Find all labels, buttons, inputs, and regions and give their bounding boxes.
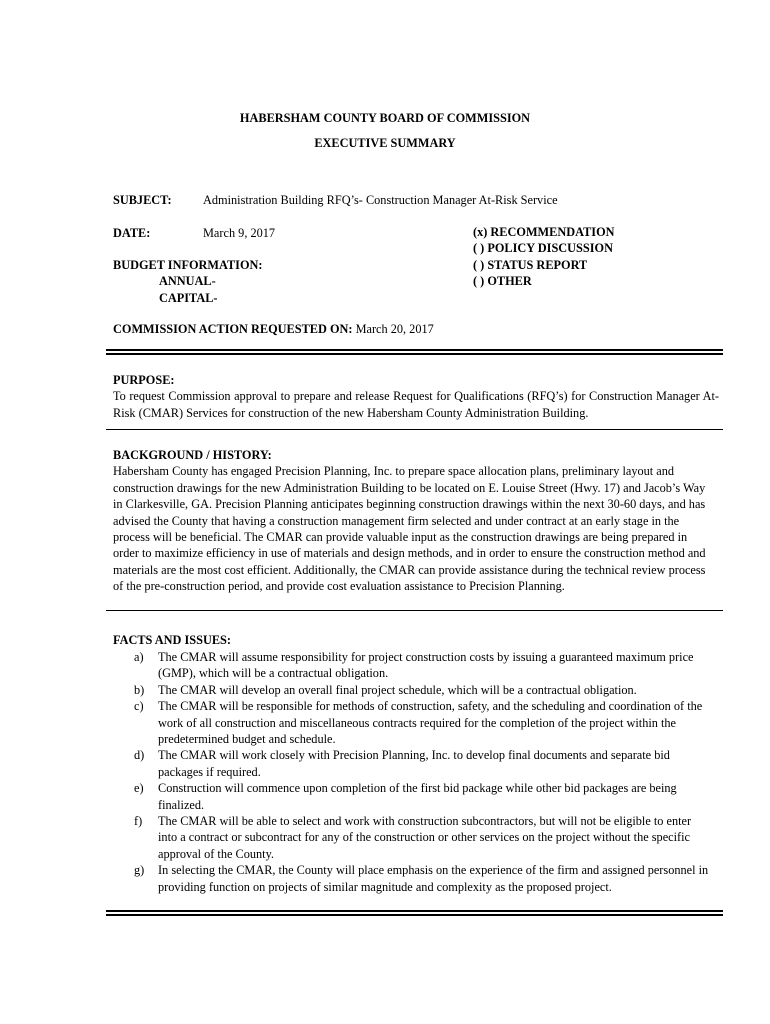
checklist-item-other: ( ) OTHER	[473, 274, 532, 289]
facts-item-f: f) The CMAR will be able to select and work with construction subcontractors, but will not be eligible to enter into a contract or subcontract for any of the construction or other services on the project without the specific approval of the County.	[134, 814, 692, 861]
facts-item-b: b) The CMAR will develop an overall final project schedule, which will be a contractual obligation.	[134, 682, 637, 697]
section-divider-double	[106, 349, 723, 351]
facts-item-g: g) In selecting the CMAR, the County will place emphasis on the experience of the firm and assigned personnel in providing function on projects of similar magnitude and complexity as the proposed project.	[134, 863, 709, 894]
summary-type-checklist	[473, 224, 615, 290]
budget-capital: CAPITAL-	[159, 291, 218, 305]
action-date: March 20, 2017	[355, 322, 434, 336]
purpose-heading: PURPOSE:	[113, 373, 175, 387]
facts-list	[113, 649, 713, 895]
action-label: COMMISSION ACTION REQUESTED ON:	[113, 322, 353, 336]
date-label: DATE:	[113, 226, 151, 240]
budget-label: BUDGET INFORMATION:	[113, 258, 263, 272]
facts-heading: FACTS AND ISSUES:	[113, 633, 231, 647]
background-section	[113, 447, 715, 595]
checklist-item-policy-discussion: ( ) POLICY DISCUSSION	[473, 241, 613, 256]
facts-item-e: e) Construction will commence upon completion of the first bid package while other bid packages are being finalized.	[134, 781, 677, 812]
section-divider	[106, 610, 723, 611]
facts-item-a: a) The CMAR will assume responsibility for project construction costs by issuing a guaranteed maximum price (GMP), which will be a contractual obligation.	[134, 650, 694, 681]
header-org: HABERSHAM COUNTY BOARD OF COMMISSION	[239, 111, 531, 125]
date-value: March 9, 2017	[203, 226, 276, 240]
purpose-text: To request Commission approval to prepare and release Request for Qualifications (RFQ’s) for Construction Manager At-Risk (CMAR) Services for construction of the new Habersham County Administration Building.	[113, 389, 719, 420]
facts-item-d: d) The CMAR will work closely with Precision Planning, Inc. to develop final documents and separate bid packages if required.	[134, 748, 670, 779]
subject-label: SUBJECT:	[113, 193, 172, 207]
subject-value: Administration Building RFQ’s- Construction Manager At-Risk Service	[203, 193, 558, 207]
commission-action	[113, 321, 434, 337]
facts-item-c: c) The CMAR will be responsible for methods of construction, safety, and the scheduling and coordination of the work of all construction and miscellaneous contracts required for the completion of the project within the predetermined budget and schedule.	[134, 699, 703, 747]
checklist-item-recommendation: (x) RECOMMENDATION	[473, 225, 615, 239]
background-heading: BACKGROUND / HISTORY:	[113, 448, 272, 462]
background-text: Habersham County has engaged Precision Planning, Inc. to prepare space allocation plans, preliminary layout and construction drawings for the new Administration Building to be located on E. Louise Street (Hwy. 17) and Jacob’s Way in Clarkesville, GA. Precision Planning anticipates beginning construction drawings within the next 30-60 days, and has advised the County that having a construction management firm selected and under contract at an early stage in the process will be beneficial. The CMAR can provide valuable input as the construction drawings are being prepared in order to maximize efficiency in use of materials and design methods, and in order to ensure the construction method and materials are the most cost efficient. Additionally, the CMAR can provide assistance during the technical review process of the pre-construction period, and provide cost evaluation assistance to Precision Planning.	[113, 464, 706, 594]
header-doc-type: EXECUTIVE SUMMARY	[314, 136, 456, 150]
section-divider	[106, 429, 723, 430]
purpose-section	[113, 372, 719, 421]
budget-annual: ANNUAL-	[159, 274, 216, 288]
checklist-item-status-report: ( ) STATUS REPORT	[473, 257, 588, 272]
section-divider-double	[106, 910, 723, 912]
